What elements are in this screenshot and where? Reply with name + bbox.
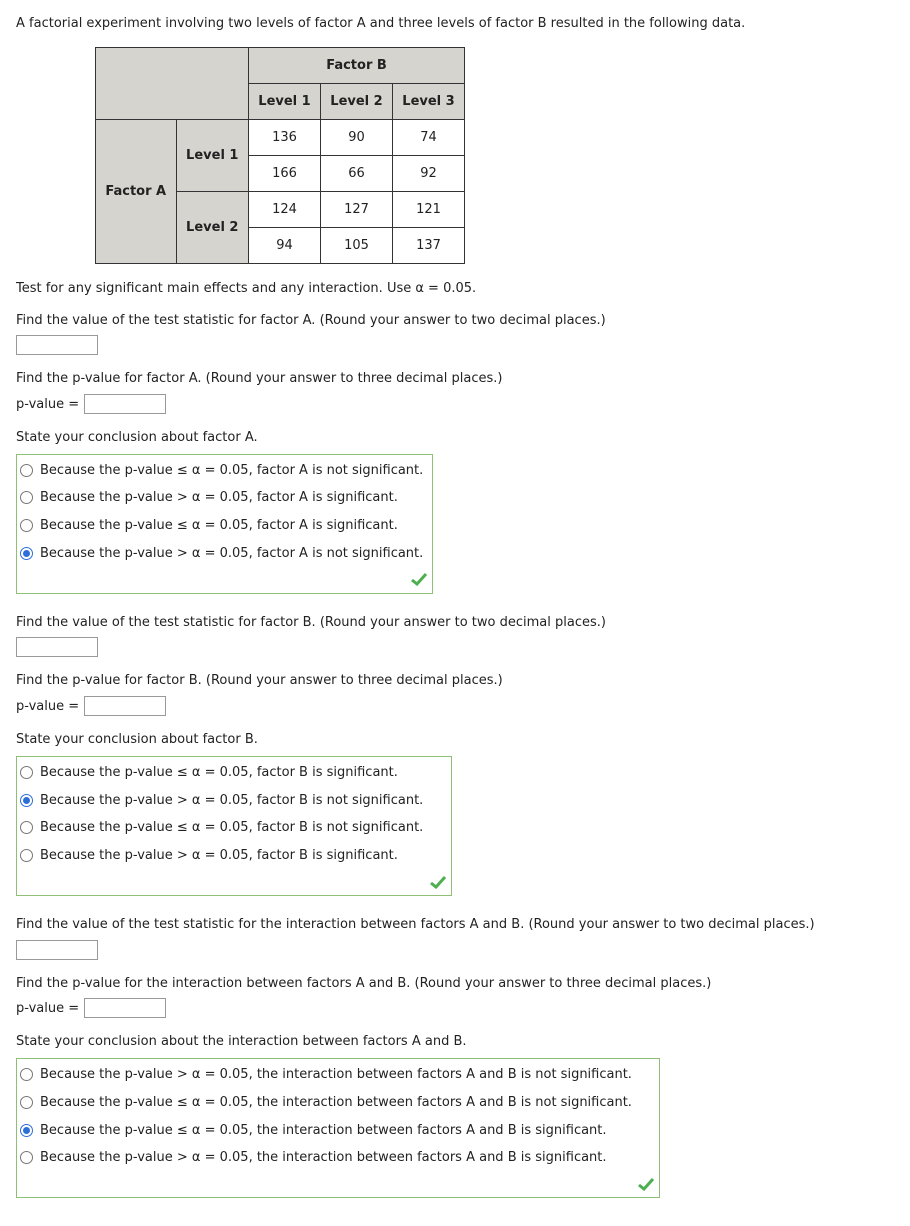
option-label: Because the p-value ≤ α = 0.05, factor B is significant. (40, 765, 398, 780)
radio-button[interactable] (20, 464, 33, 477)
table-cell: 121 (393, 192, 465, 228)
table-cell: 166 (249, 156, 321, 192)
factor-a-header: Factor A (96, 120, 177, 264)
option-b-1[interactable] (20, 793, 423, 808)
stat-input-a[interactable] (16, 335, 98, 355)
intro-text: A factorial experiment involving two levels of factor A and three levels of factor B resulted in the following data. (16, 16, 746, 31)
radio-button-selected[interactable] (20, 1124, 33, 1137)
pvalue-input-b[interactable] (84, 696, 166, 716)
option-label: Because the p-value > α = 0.05, factor A is not significant. (40, 546, 424, 561)
option-label: Because the p-value > α = 0.05, factor B is significant. (40, 848, 398, 863)
table-cell: 136 (249, 120, 321, 156)
table-cell: 66 (321, 156, 393, 192)
a-level-2: Level 2 (176, 192, 248, 264)
pvalue-question-a: Find the p-value for factor A. (Round your answer to three decimal places.) (16, 371, 503, 386)
table-cell: 124 (249, 192, 321, 228)
option-a-3[interactable] (20, 546, 423, 561)
table-cell: 105 (321, 228, 393, 264)
radio-button[interactable] (20, 821, 33, 834)
option-label: Because the p-value ≤ α = 0.05, factor B is not significant. (40, 820, 424, 835)
conclusion-question-b: State your conclusion about factor B. (16, 732, 258, 747)
conclusion-question-a: State your conclusion about factor A. (16, 430, 258, 445)
stat-input-ab[interactable] (16, 940, 98, 960)
radio-button[interactable] (20, 519, 33, 532)
option-label: Because the p-value > α = 0.05, factor A is significant. (40, 490, 398, 505)
table-corner (96, 48, 249, 120)
stat-question-a: Find the value of the test statistic for factor A. (Round your answer to two decimal places.) (16, 313, 606, 328)
stat-input-b[interactable] (16, 637, 98, 657)
table-cell: 74 (393, 120, 465, 156)
factor-b-header: Factor B (249, 48, 465, 84)
option-label: Because the p-value > α = 0.05, the interaction between factors A and B is not significant. (40, 1067, 632, 1082)
table-cell: 94 (249, 228, 321, 264)
table-cell: 92 (393, 156, 465, 192)
option-ab-2[interactable] (20, 1123, 607, 1138)
checkmark-icon (430, 875, 446, 889)
checkmark-icon (411, 572, 427, 586)
pvalue-question-ab: Find the p-value for the interaction between factors A and B. (Round your answer to three decimal places.) (16, 976, 712, 991)
data-table (95, 47, 465, 264)
option-label: Because the p-value > α = 0.05, the interaction between factors A and B is significant. (40, 1150, 607, 1165)
stat-question-ab: Find the value of the test statistic for the interaction between factors A and B. (Round your answer to two decimal places.) (16, 917, 815, 932)
radio-button[interactable] (20, 766, 33, 779)
checkmark-icon (638, 1177, 654, 1191)
a-level-1: Level 1 (176, 120, 248, 192)
option-ab-1[interactable] (20, 1095, 632, 1110)
stat-question-b: Find the value of the test statistic for factor B. (Round your answer to two decimal places.) (16, 615, 606, 630)
option-label: Because the p-value ≤ α = 0.05, the interaction between factors A and B is not significant. (40, 1095, 632, 1110)
pvalue-question-b: Find the p-value for factor B. (Round your answer to three decimal places.) (16, 673, 503, 688)
option-a-2[interactable] (20, 518, 398, 533)
radio-button[interactable] (20, 1096, 33, 1109)
pvalue-input-a[interactable] (84, 394, 166, 414)
radio-button-selected[interactable] (20, 547, 33, 560)
radio-button[interactable] (20, 1068, 33, 1081)
b-level-3: Level 3 (393, 84, 465, 120)
radio-button[interactable] (20, 491, 33, 504)
pvalue-label-a: p-value = (16, 397, 80, 412)
option-b-3[interactable] (20, 848, 398, 863)
conclusion-question-ab: State your conclusion about the interaction between factors A and B. (16, 1034, 467, 1049)
table-cell: 127 (321, 192, 393, 228)
radio-button[interactable] (20, 849, 33, 862)
b-level-1: Level 1 (249, 84, 321, 120)
option-b-2[interactable] (20, 820, 423, 835)
option-b-0[interactable] (20, 765, 398, 780)
option-ab-0[interactable] (20, 1067, 632, 1082)
table-cell: 90 (321, 120, 393, 156)
option-a-0[interactable] (20, 463, 423, 478)
b-level-2: Level 2 (321, 84, 393, 120)
table-cell: 137 (393, 228, 465, 264)
radio-button-selected[interactable] (20, 794, 33, 807)
option-label: Because the p-value ≤ α = 0.05, factor A is significant. (40, 518, 398, 533)
option-label: Because the p-value ≤ α = 0.05, the interaction between factors A and B is significant. (40, 1123, 607, 1138)
option-a-1[interactable] (20, 490, 398, 505)
radio-button[interactable] (20, 1151, 33, 1164)
pvalue-label-b: p-value = (16, 699, 80, 714)
pvalue-input-ab[interactable] (84, 998, 166, 1018)
option-label: Because the p-value > α = 0.05, factor B is not significant. (40, 793, 424, 808)
pvalue-label-ab: p-value = (16, 1001, 80, 1016)
option-label: Because the p-value ≤ α = 0.05, factor A is not significant. (40, 463, 424, 478)
test-instruction: Test for any significant main effects and any interaction. Use α = 0.05. (16, 281, 477, 296)
option-ab-3[interactable] (20, 1150, 607, 1165)
